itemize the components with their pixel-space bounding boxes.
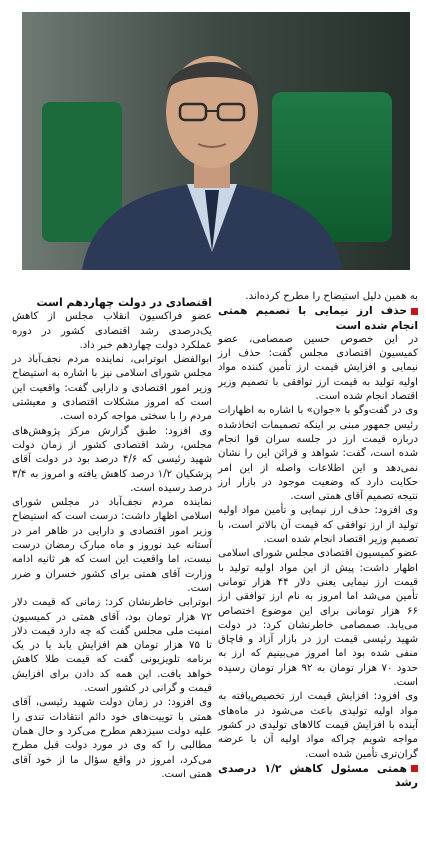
paragraph: ابوترابی خاطرنشان کرد: زمانی که قیمت دلار ۷۲ هزار تومان بود، آقای همتی در کمیسیون امنیت ملی مجلس گفت که چه دارد قیمت دلار تا ۷۵ هزار تومان هم افزایش یابد یا در یک برنامه تلویزیونی گفت که قیمت طلا کاهش خواهد یافت. این همه کد دادن برای افزایش قیمت و گرانی در کشور است.: [12, 597, 212, 695]
continued-headline: اقتصادی در دولت چهاردهم است: [36, 296, 212, 309]
paragraph: عضو کمیسیون اقتصادی مجلس شورای اسلامی اظهار داشت: پیش از این مواد اولیه تولید با قیمت ارز نیمایی یعنی دلار ۴۴ هزار تومانی تأمین می‌شد اما امروز به نام ارز توافقی ارز ۶۶ هزار تومانی برای این موضوع اختصاص می‌یابد. صمصامی خاطرنشان کرد: در دولت شهید رئیسی قیمت ارز در بازار آزاد و قاچاق منفی شده بود اما امروز می‌بینیم که ارز به حدود ۷۰ هزار تومان به ۹۲ هزار تومان رسیده است.: [218, 548, 418, 689]
subheading-2-text: همتی مسئول کاهش ۱/۲ درصدی رشد: [218, 761, 418, 790]
paragraph: عضو فراکسیون انقلاب مجلس از کاهش یک‌درصدی رشد اقتصادی کشور در دوره عملکرد دولت چهاردهم خبر داد.: [12, 311, 212, 351]
subheading-1-text: حذف ارز نیمایی با تصمیم همتی انجام شده است: [218, 305, 418, 332]
paragraph: وی افزود: در زمان دولت شهید رئیسی، آقای همتی با توییت‌های خود دائم انتقادات تندی را علیه دولت سیزدهم مطرح می‌کرد و حال همان مطالبی را که وی در مورد دولت قبل مطرح می‌کرد، امروز در واقع سؤال ما از خود آقای همتی است.: [12, 697, 212, 780]
paragraph: ابوالفضل ابوترابی، نماینده مردم نجف‌آباد در مجلس شورای اسلامی نیز با اشاره به استیضاح وزیر امور اقتصادی و دارایی گفت: واقعیت این است که امروز مشکلات اقتصادی و معیشتی مردم را با سختی مواجه کرده است.: [12, 354, 212, 423]
bullet-icon: [411, 765, 418, 772]
paragraph: وی افزود: حذف ارز نیمایی و تأمین مواد اولیه تولید از ارز توافقی که قیمت آن بالاتر است، با تصمیم وزیر اقتصاد انجام شده است.: [218, 505, 418, 546]
paragraph: نماینده مردم نجف‌آباد در مجلس شورای اسلامی اظهار داشت: درست است که استیضاح وزیر امور اقتصادی و دارایی در ظاهر امر در آستانه عید نوروز و ماه مبارک رمضان درست نیست، اما واقعیت این است که هر ثانیه ادامه وزارت آقای همتی برای کشور خسران و ضرر است.: [12, 497, 212, 594]
portrait-photo: [22, 12, 410, 270]
paragraph: وی افزود: طبق گزارش مرکز پژوهش‌های مجلس، رشد اقتصادی کشور از زمان دولت شهید رئیسی که ۴/۶ درصد بود در دولت آقای پزشکیان ۱/۲ درصد کاهش یافته و امروز به ۳/۴ درصد رسیده است.: [12, 425, 212, 494]
lead-line: به همین دلیل استیضاح را مطرح کرده‌اند.: [245, 291, 418, 302]
subheading-2: [218, 762, 418, 791]
subheading-1: [218, 304, 418, 333]
paragraph: وی در گفت‌وگو با «جوان» با اشاره به اظهارات رئیس جمهور مبنی بر اینکه تصمیمات اتخاذشده درباره قیمت ارز در جلسه سران قوا انجام شده است، گفت: شواهد و قرائن این را نشان نمی‌دهد و این اطلاعات واصله از این امر حکایت دارد که وضعیت موجود در بازار ارز نتیجه تصمیم آقای همتی است.: [218, 405, 418, 503]
article-column-right: [218, 290, 418, 790]
paragraph: در این خصوص حسین صمصامی، عضو کمیسیون اقتصادی مجلس گفت: حذف ارز نیمایی و افزایش قیمت ارز تأمین کننده مواد اولیه تولید به قیمت ارز توافقی با تصمیم وزیر اقتصاد انجام شده است.: [218, 333, 418, 403]
bullet-icon: [411, 308, 418, 315]
paragraph: وی افزود: افزایش قیمت ارز تخصیص‌یافته به مواد اولیه تولیدی باعث می‌شود در ماه‌های آینده با افزایش قیمت کالاهای تولیدی در کشور مواجه شویم چراکه مواد اولیه آن با عرضه گران‌تری تأمین شده است.: [218, 691, 418, 760]
article-column-left: [12, 296, 212, 782]
